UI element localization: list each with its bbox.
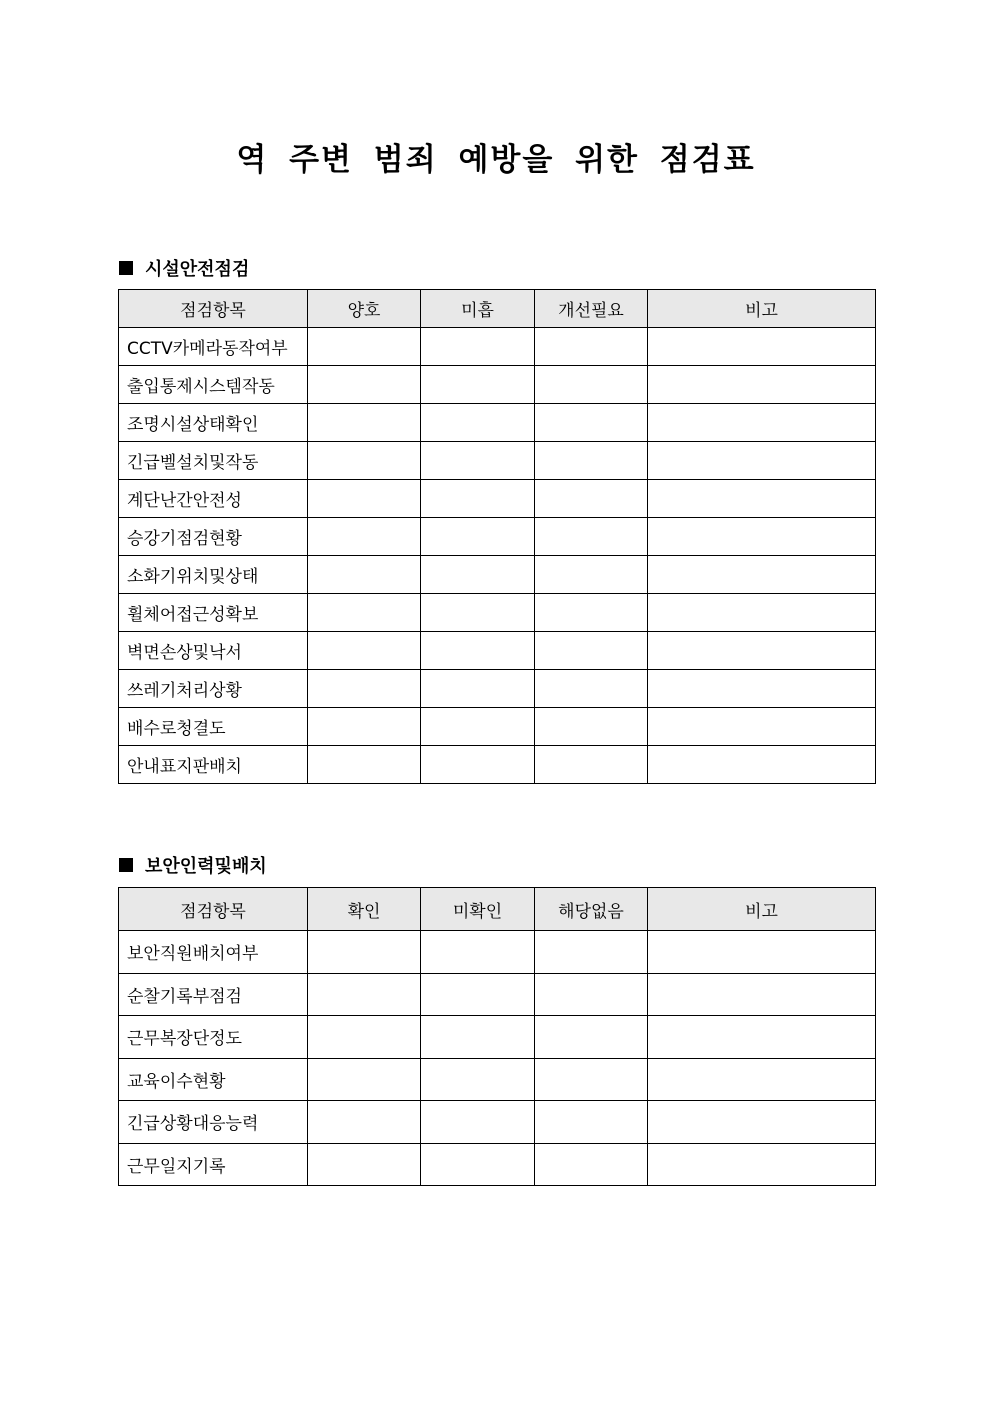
remarks-cell[interactable] — [648, 594, 876, 632]
table-row — [119, 518, 876, 556]
unconfirmed-cell[interactable] — [421, 931, 535, 974]
good-cell[interactable] — [308, 404, 421, 442]
table-row — [119, 708, 876, 746]
poor-cell[interactable] — [421, 404, 535, 442]
confirmed-cell[interactable] — [308, 1016, 421, 1059]
column-header-remarks: 비고 — [648, 888, 876, 931]
item-label: 계단난간안전성 — [119, 480, 308, 518]
remarks-cell[interactable] — [648, 1058, 876, 1101]
column-header-confirmed: 확인 — [308, 888, 421, 931]
not-applicable-cell[interactable] — [535, 1101, 648, 1144]
good-cell[interactable] — [308, 746, 421, 784]
remarks-cell[interactable] — [648, 670, 876, 708]
column-header-remarks: 비고 — [648, 290, 876, 328]
section-heading-label: 보안인력및배치 — [145, 856, 267, 877]
remarks-cell[interactable] — [648, 556, 876, 594]
table-header-row — [119, 290, 876, 328]
needs-improvement-cell[interactable] — [535, 632, 648, 670]
confirmed-cell[interactable] — [308, 931, 421, 974]
unconfirmed-cell[interactable] — [421, 1143, 535, 1186]
table-row — [119, 632, 876, 670]
table-row — [119, 328, 876, 366]
needs-improvement-cell[interactable] — [535, 328, 648, 366]
column-header-good: 양호 — [308, 290, 421, 328]
confirmed-cell[interactable] — [308, 973, 421, 1016]
column-header-unconfirmed: 미확인 — [421, 888, 535, 931]
column-header-item: 점검항목 — [119, 888, 308, 931]
remarks-cell[interactable] — [648, 480, 876, 518]
poor-cell[interactable] — [421, 594, 535, 632]
needs-improvement-cell[interactable] — [535, 366, 648, 404]
section-heading-label: 시설안전점검 — [145, 259, 250, 280]
confirmed-cell[interactable] — [308, 1143, 421, 1186]
page-title: 역 주변 범죄 예방을 위한 점검표 — [236, 142, 756, 178]
table-row — [119, 404, 876, 442]
table-row — [119, 1016, 876, 1059]
remarks-cell[interactable] — [648, 1143, 876, 1186]
table-row — [119, 366, 876, 404]
table-row — [119, 973, 876, 1016]
item-label: 쓰레기처리상황 — [119, 670, 308, 708]
remarks-cell[interactable] — [648, 1016, 876, 1059]
remarks-cell[interactable] — [648, 632, 876, 670]
item-label: 근무복장단정도 — [119, 1016, 308, 1059]
poor-cell[interactable] — [421, 518, 535, 556]
not-applicable-cell[interactable] — [535, 973, 648, 1016]
good-cell[interactable] — [308, 442, 421, 480]
item-label: 조명시설상태확인 — [119, 404, 308, 442]
square-bullet-icon — [119, 858, 133, 872]
remarks-cell[interactable] — [648, 746, 876, 784]
table-row — [119, 556, 876, 594]
item-label: 승강기점검현황 — [119, 518, 308, 556]
good-cell[interactable] — [308, 670, 421, 708]
poor-cell[interactable] — [421, 328, 535, 366]
good-cell[interactable] — [308, 518, 421, 556]
poor-cell[interactable] — [421, 480, 535, 518]
not-applicable-cell[interactable] — [535, 1058, 648, 1101]
remarks-cell[interactable] — [648, 931, 876, 974]
column-header-poor: 미흡 — [421, 290, 535, 328]
column-header-item: 점검항목 — [119, 290, 308, 328]
needs-improvement-cell[interactable] — [535, 746, 648, 784]
needs-improvement-cell[interactable] — [535, 442, 648, 480]
good-cell[interactable] — [308, 708, 421, 746]
poor-cell[interactable] — [421, 632, 535, 670]
remarks-cell[interactable] — [648, 1101, 876, 1144]
remarks-cell[interactable] — [648, 404, 876, 442]
table-row — [119, 594, 876, 632]
item-label: 순찰기록부점검 — [119, 973, 308, 1016]
column-header-not-applicable: 해당없음 — [535, 888, 648, 931]
needs-improvement-cell[interactable] — [535, 404, 648, 442]
remarks-cell[interactable] — [648, 366, 876, 404]
item-label: 안내표지판배치 — [119, 746, 308, 784]
good-cell[interactable] — [308, 366, 421, 404]
good-cell[interactable] — [308, 594, 421, 632]
not-applicable-cell[interactable] — [535, 1143, 648, 1186]
item-label: 긴급상황대응능력 — [119, 1101, 308, 1144]
needs-improvement-cell[interactable] — [535, 594, 648, 632]
item-label: CCTV카메라동작여부 — [119, 328, 308, 366]
remarks-cell[interactable] — [648, 973, 876, 1016]
poor-cell[interactable] — [421, 708, 535, 746]
table-row — [119, 442, 876, 480]
item-label: 휠체어접근성확보 — [119, 594, 308, 632]
confirmed-cell[interactable] — [308, 1101, 421, 1144]
unconfirmed-cell[interactable] — [421, 1058, 535, 1101]
item-label: 출입통제시스템작동 — [119, 366, 308, 404]
good-cell[interactable] — [308, 632, 421, 670]
good-cell[interactable] — [308, 480, 421, 518]
remarks-cell[interactable] — [648, 518, 876, 556]
remarks-cell[interactable] — [648, 708, 876, 746]
table-row — [119, 670, 876, 708]
table-row — [119, 1143, 876, 1186]
item-label: 긴급벨설치및작동 — [119, 442, 308, 480]
item-label: 소화기위치및상태 — [119, 556, 308, 594]
security-personnel-table — [118, 887, 876, 1186]
facility-safety-table — [118, 289, 876, 784]
item-label: 교육이수현황 — [119, 1058, 308, 1101]
column-header-needs-improvement: 개선필요 — [535, 290, 648, 328]
needs-improvement-cell[interactable] — [535, 708, 648, 746]
unconfirmed-cell[interactable] — [421, 973, 535, 1016]
table-row — [119, 480, 876, 518]
item-label: 배수로청결도 — [119, 708, 308, 746]
unconfirmed-cell[interactable] — [421, 1101, 535, 1144]
section-heading-security — [119, 852, 267, 878]
good-cell[interactable] — [308, 556, 421, 594]
good-cell[interactable] — [308, 328, 421, 366]
square-bullet-icon — [119, 261, 133, 275]
poor-cell[interactable] — [421, 442, 535, 480]
needs-improvement-cell[interactable] — [535, 480, 648, 518]
confirmed-cell[interactable] — [308, 1058, 421, 1101]
unconfirmed-cell[interactable] — [421, 1016, 535, 1059]
table-row — [119, 1058, 876, 1101]
item-label: 벽면손상및낙서 — [119, 632, 308, 670]
poor-cell[interactable] — [421, 366, 535, 404]
item-label: 근무일지기록 — [119, 1143, 308, 1186]
poor-cell[interactable] — [421, 670, 535, 708]
not-applicable-cell[interactable] — [535, 1016, 648, 1059]
table-row — [119, 746, 876, 784]
table-row — [119, 1101, 876, 1144]
section-heading-facility — [119, 255, 249, 281]
needs-improvement-cell[interactable] — [535, 670, 648, 708]
table-row — [119, 931, 876, 974]
not-applicable-cell[interactable] — [535, 931, 648, 974]
poor-cell[interactable] — [421, 746, 535, 784]
item-label: 보안직원배치여부 — [119, 931, 308, 974]
poor-cell[interactable] — [421, 556, 535, 594]
needs-improvement-cell[interactable] — [535, 556, 648, 594]
table-header-row — [119, 888, 876, 931]
remarks-cell[interactable] — [648, 328, 876, 366]
remarks-cell[interactable] — [648, 442, 876, 480]
needs-improvement-cell[interactable] — [535, 518, 648, 556]
